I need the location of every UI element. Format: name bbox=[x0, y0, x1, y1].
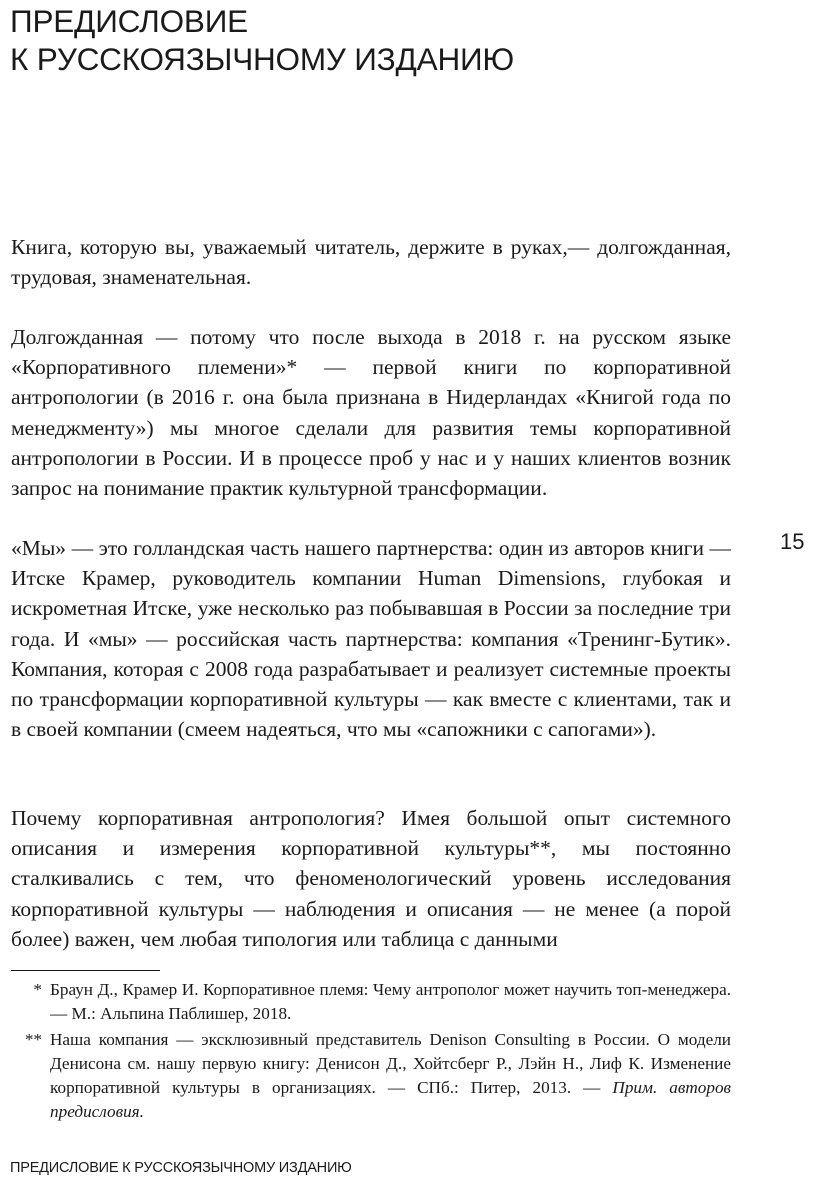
running-footer: ПРЕДИСЛОВИЕ К РУССКОЯЗЫЧНОМУ ИЗДАНИЮ bbox=[10, 1160, 352, 1176]
footnote-2-mark: ** bbox=[24, 1030, 42, 1049]
paragraph-2: Долгожданная — потому что после выхода в 2018 г. на русском языке «Корпоративного племени»* — первой книги по корпоративной антропологии (в 2016 г. она была признана в Нидерландах «Книгой года по менеджменту») мы многое сделали для развития темы корпоративной антропологии в России. И в процессе проб у нас и у наших клиентов возник запрос на понимание практик культурной трансформации. bbox=[11, 325, 731, 501]
footnote-2-italic-note: Прим. авторов предисловия. bbox=[50, 1078, 732, 1121]
footnote-1-mark: * bbox=[33, 980, 42, 999]
page-title-line-1: ПРЕДИСЛОВИЕ bbox=[10, 3, 248, 39]
footnote-divider bbox=[11, 970, 160, 971]
footnote-2 bbox=[11, 1028, 731, 1124]
footnote-2-body bbox=[42, 1028, 731, 1124]
page-title-line-2: К РУССКОЯЗЫЧНОМУ ИЗДАНИЮ bbox=[10, 41, 515, 77]
page-title bbox=[10, 2, 514, 78]
paragraph-3: «Мы» — это голландская часть нашего партнерства: один из авторов книги — Итске Крамер, руководитель компании Human Dimensions, глубокая и искрометная Итске, уже несколько раз побывавшая в России за последние три года. И «мы» — российская часть партнерства: компания «Тренинг-Бутик». Компания, которая с 2008 года разрабатывает и реализует системные проекты по трансформации корпоративной культуры — как вместе с клиентами, так и в своей компании (смеем надеяться, что мы «сапожники с сапогами»). bbox=[11, 536, 731, 742]
footnote-2-text: Наша компания — эксклюзивный представитель Denison Consulting в России. О модели Денисона см. нашу первую книгу: Денисон Д., Хойтсберг Р., Лэйн Н., Лиф К. Изменение корпоративной культуры в организациях. — СПб.: Питер, 2013. — bbox=[50, 1030, 731, 1097]
paragraph-4: Почему корпоративная антропология? Имея большой опыт системного описания и измерения корпоративной культуры**, мы постоянно сталкивались с тем, что феноменологический уровень исследования корпоративной культуры — наблюдения и описания — не менее (а порой более) важен, чем любая типология или таблица с данными bbox=[11, 806, 731, 951]
page-number: 15 bbox=[780, 529, 805, 554]
footnote-1 bbox=[11, 978, 731, 1026]
footnote-1-text: Браун Д., Крамер И. Корпоративное племя: Чему антрополог может научить топ-менеджера. — М.: Альпина Паблишер, 2018. bbox=[50, 980, 731, 1023]
paragraph-1: Книга, которую вы, уважаемый читатель, держите в руках,— долгожданная, трудовая, знаменательная. bbox=[11, 235, 731, 290]
